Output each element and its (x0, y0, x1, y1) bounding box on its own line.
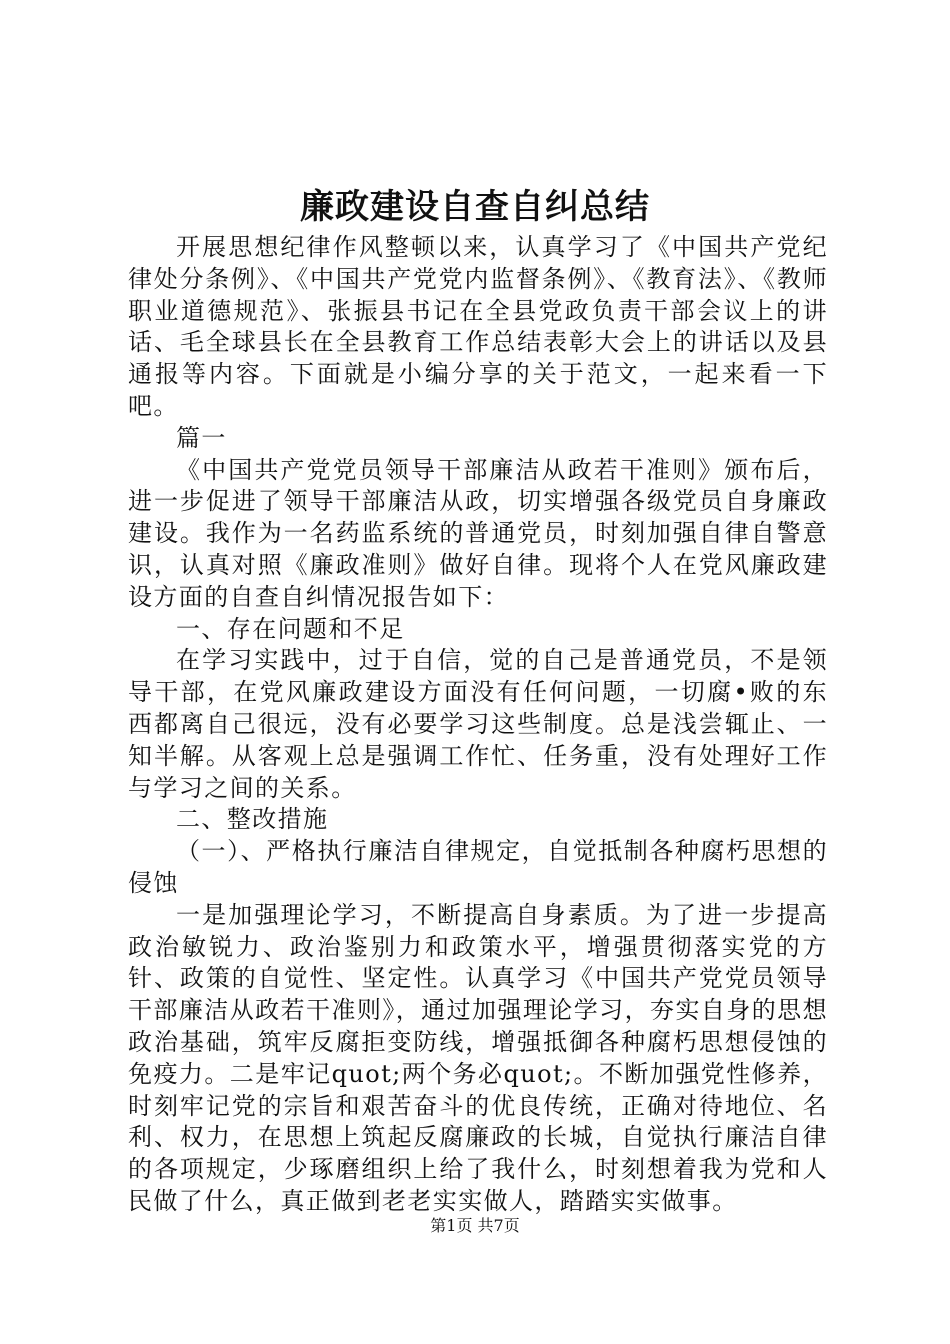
paragraph-background: 《中国共产党党员领导干部廉洁从政若干准则》颁布后，进一步促进了领导干部廉洁从政，切实增强各级党员自身廉政建设。我作为一名药监系统的普通党员，时刻加强自律自警意识，认真对照《廉政准则》做好自律。现将个人在党风廉政建设方面的自查自纠情况报告如下： (128, 455, 828, 611)
paragraph-intro: 开展思想纪律作风整顿以来，认真学习了《中国共产党纪律处分条例》、《中国共产党党内监督条例》、《教育法》、《教师职业道德规范》、张振县书记在全县党政负责干部会议上的讲话、毛全球县长在全县教育工作总结表彰大会上的讲话以及县通报等内容。下面就是小编分享的关于范文，一起来看一下吧。 (128, 233, 828, 420)
subheading-measure-one: （一）、严格执行廉洁自律规定，自觉抵制各种腐朽思想的侵蚀 (128, 837, 828, 897)
document-title: 廉政建设自查自纠总结 (300, 187, 650, 227)
page-footer: 第1页 共7页 (430, 1216, 520, 1235)
heading-problems: 一、存在问题和不足 (176, 614, 405, 643)
paragraph-measure-details: 一是加强理论学习，不断提高自身素质。为了进一步提高政治敏锐力、政治鉴别力和政策水平，增强贯彻落实党的方针、政策的自觉性、坚定性。认真学习《中国共产党党员领导干部廉洁从政若干准则》，通过加强理论学习，夯实自身的思想政治基础，筑牢反腐拒变防线，增强抵御各种腐朽思想侵蚀的免疫力。二是牢记quot;两个务必quot;。不断加强党性修养，时刻牢记党的宗旨和艰苦奋斗的优良传统，正确对待地位、名利、权力，在思想上筑起反腐廉政的长城，自觉执行廉洁自律的各项规定，少琢磨组织上给了我什么，时刻想着我为党和人民做了什么，真正做到老老实实做人，踏踏实实做事。 (128, 900, 828, 1215)
paragraph-problems: 在学习实践中，过于自信，觉的自己是普通党员，不是领导干部，在党风廉政建设方面没有任何问题，一切腐•败的东西都离自己很远，没有必要学习这些制度。总是浅尝辄止、一知半解。从客观上总是强调工作忙、任务重，没有处理好工作与学习之间的关系。 (128, 646, 828, 802)
heading-measures: 二、整改措施 (176, 805, 329, 834)
document-body (128, 232, 828, 1218)
section-label-pian-yi: 篇一 (176, 423, 227, 452)
